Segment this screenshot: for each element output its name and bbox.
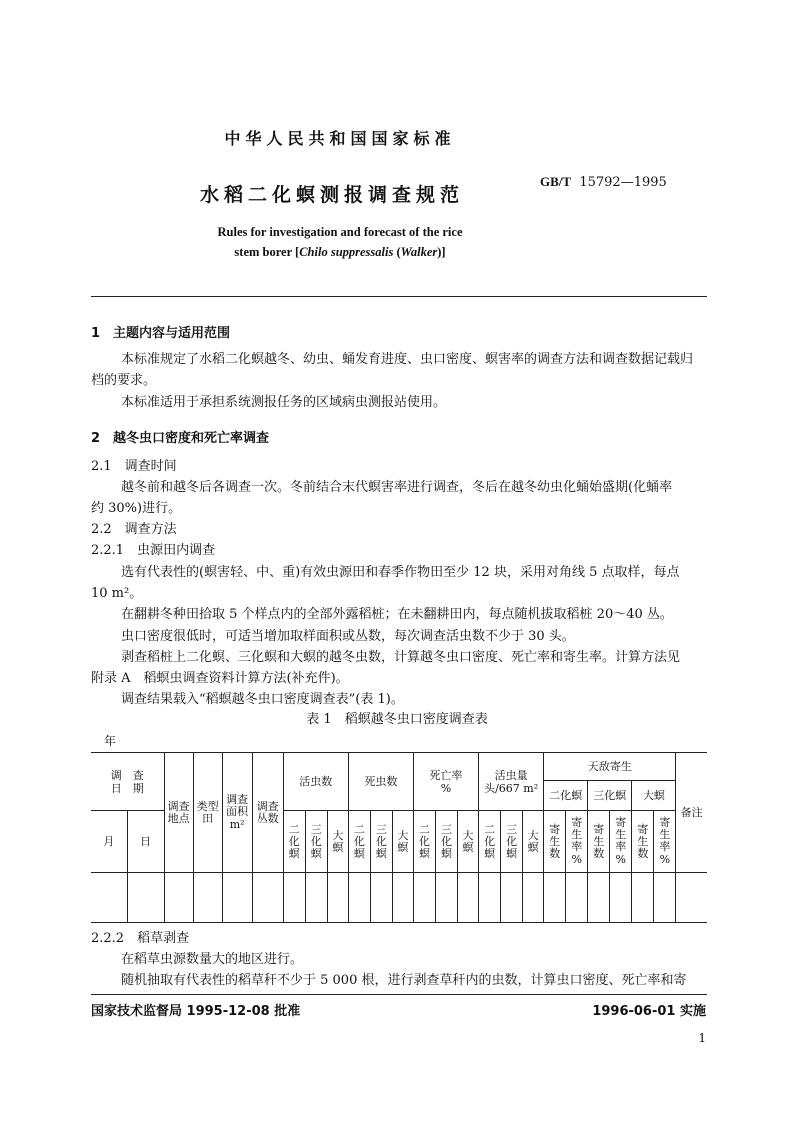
alive-er xyxy=(283,811,305,873)
table-caption: 表 1 稻螟越冬虫口密度调查表 xyxy=(306,712,488,727)
density-da xyxy=(523,811,544,873)
table-cell-empty xyxy=(566,873,588,923)
paragraph-line: 选有代表性的(螟害轻、中、重)有效虫源田和春季作物田至少 12 块，采用对角线 5 点取样，每点 xyxy=(121,565,680,580)
paragraph-line: 10 m²。 xyxy=(91,586,143,601)
mort-da xyxy=(458,811,479,873)
alive-san xyxy=(305,811,327,873)
table-cell-empty xyxy=(610,873,632,923)
table-cell-empty xyxy=(305,873,327,923)
header-clumps xyxy=(252,753,283,873)
parasit-count-da xyxy=(632,811,654,873)
header-clumps-text: 调查丛数 xyxy=(256,799,279,825)
header-natural-san: 三化螟 xyxy=(588,781,632,811)
national-standard-heading: 中华人民共和国国家标准 xyxy=(224,129,456,148)
density-san-text: 三化螟 xyxy=(506,822,518,860)
table-cell-empty xyxy=(348,873,370,923)
standard-number-value: 15792—1995 xyxy=(579,175,667,190)
table-cell-empty xyxy=(283,873,305,923)
mort-san xyxy=(435,811,457,873)
table-cell-empty xyxy=(413,873,435,923)
header-month: 月 xyxy=(91,811,127,873)
header-date xyxy=(91,753,164,811)
parasit-count-text: 寄生数 xyxy=(593,822,605,860)
title-en-part: stem borer [ xyxy=(234,245,300,259)
header-mortality xyxy=(413,753,478,811)
title-en-italic: Chilo suppressalis xyxy=(299,245,394,259)
title-en-part: )] xyxy=(437,245,446,259)
title-en-italic: Walker xyxy=(400,245,438,259)
document-title-cn: 水稻二化螟测报调查规范 xyxy=(200,184,465,206)
density-san xyxy=(501,811,523,873)
header-day: 日 xyxy=(127,811,164,873)
table-cell-empty xyxy=(435,873,457,923)
parasit-count-san xyxy=(588,811,610,873)
paragraph-line: 剥查稻桩上二化螟、三化螟和大螟的越冬虫数，计算越冬虫口密度、死亡率和寄生率。计算方法见 xyxy=(121,650,681,665)
mort-da-text: 大螟 xyxy=(462,828,474,854)
section-1-title: 1 主题内容与适用范围 xyxy=(91,326,231,341)
document-title-en-line1: Rules for investigation and forecast of the rice xyxy=(217,225,463,239)
paragraph-line: 本标准适用于承担系统测报任务的区域病虫测报站使用。 xyxy=(121,395,447,410)
header-date-line2: 日 期 xyxy=(110,781,144,795)
header-area xyxy=(222,753,252,873)
dead-da xyxy=(392,811,413,873)
section-2-title: 2 越冬虫口密度和死亡率调查 xyxy=(91,431,270,446)
paragraph-line: 虫口密度很低时，可适当增加取样面积或丛数，每次调查活虫数不少于 30 头。 xyxy=(121,629,575,644)
table-cell-empty xyxy=(193,873,222,923)
table-cell-empty xyxy=(164,873,193,923)
table-cell-empty xyxy=(127,873,164,923)
header-density-unit: 头/667 m² xyxy=(484,781,539,795)
parasit-count-er xyxy=(544,811,566,873)
parasit-rate-unit: % xyxy=(571,853,582,866)
paragraph-line: 越冬前和越冬后各调查一次。冬前结合末代螟害率进行调查，冬后在越冬幼虫化蛹始盛期(化蛹率 xyxy=(121,480,673,495)
header-natural-enemy: 天敌寄生 xyxy=(544,753,676,781)
table-cell-empty xyxy=(654,873,676,923)
section-2-2-2-title: 2.2.2 稻草剥查 xyxy=(91,931,190,946)
section-2-1-title: 2.1 调查时间 xyxy=(91,459,177,474)
density-da-text: 大螟 xyxy=(527,828,539,854)
table-cell-empty xyxy=(676,873,707,923)
dead-san xyxy=(370,811,392,873)
header-area-text: 调查面积 xyxy=(226,793,249,818)
dead-er xyxy=(348,811,370,873)
implementation-date: 1996-06-01 实施 xyxy=(592,1004,706,1019)
table-cell-empty xyxy=(252,873,283,923)
paragraph-line: 附录 A 稻螟虫调查资料计算方法(补充件)。 xyxy=(91,671,349,686)
parasit-rate-da xyxy=(654,811,676,873)
table-cell-empty xyxy=(544,873,566,923)
table-cell-empty xyxy=(91,873,127,923)
title-en-part: ( xyxy=(393,245,401,259)
standard-number xyxy=(540,174,667,190)
header-site-text: 调查地点 xyxy=(167,799,190,825)
dead-er-text: 二化螟 xyxy=(353,822,365,860)
page-number: 1 xyxy=(698,1031,706,1045)
density-er-text: 二化螟 xyxy=(484,822,496,860)
header-mortality-text: 死亡率 xyxy=(429,768,463,782)
dead-da-text: 大螟 xyxy=(397,828,409,854)
footer-rule xyxy=(91,994,707,995)
table-cell-empty xyxy=(501,873,523,923)
parasit-rate-unit: % xyxy=(615,853,626,866)
table-cell-empty xyxy=(632,873,654,923)
table-cell-empty xyxy=(523,873,544,923)
alive-er-text: 二化螟 xyxy=(288,822,300,860)
header-natural-da: 大螟 xyxy=(632,781,676,811)
header-date-line1: 调 查 xyxy=(110,768,144,782)
alive-san-text: 三化螟 xyxy=(310,822,322,860)
parasit-rate-text: 寄生率 xyxy=(659,816,671,853)
header-remark: 备注 xyxy=(676,753,707,873)
table-cell-empty xyxy=(222,873,252,923)
density-er xyxy=(479,811,501,873)
header-natural-er: 二化螟 xyxy=(544,781,588,811)
header-site xyxy=(164,753,193,873)
parasit-rate-text: 寄生率 xyxy=(615,816,627,853)
parasit-count-text: 寄生数 xyxy=(549,822,561,860)
parasit-count-text: 寄生数 xyxy=(637,822,649,860)
approval-line: 国家技术监督局 1995-12-08 批准 xyxy=(91,1004,301,1019)
paragraph-line: 本标准规定了水稻二化螟越冬、幼虫、蛹发育进度、虫口密度、螟害率的调查方法和调查数据记载归 xyxy=(121,352,694,367)
parasit-rate-unit: % xyxy=(659,853,671,866)
header-dead: 死虫数 xyxy=(348,753,413,811)
header-alive: 活虫数 xyxy=(283,753,348,811)
table-cell-empty xyxy=(392,873,413,923)
paragraph-line: 随机抽取有代表性的稻草秆不少于 5 000 根，进行剥查草秆内的虫数，计算虫口密度、死亡率和寄 xyxy=(121,973,687,988)
table-year-label: 年 xyxy=(104,734,117,748)
table-cell-empty xyxy=(370,873,392,923)
paragraph-line: 约 30%)进行。 xyxy=(91,501,182,516)
overwintering-density-table xyxy=(91,752,707,923)
header-density-text: 活虫量 xyxy=(494,768,528,782)
alive-da xyxy=(327,811,348,873)
table-cell-empty xyxy=(588,873,610,923)
dead-san-text: 三化螟 xyxy=(375,822,387,860)
table-cell-empty xyxy=(479,873,501,923)
document-title-en-line2 xyxy=(0,245,680,260)
header-mortality-unit: % xyxy=(440,781,452,795)
paragraph-line: 档的要求。 xyxy=(91,373,157,388)
header-rule xyxy=(91,296,707,297)
standard-code: GB/T xyxy=(540,174,572,189)
header-area-unit: m² xyxy=(229,818,245,831)
mort-san-text: 三化螟 xyxy=(441,822,452,860)
header-type-text: 类型田 xyxy=(196,799,219,825)
alive-da-text: 大螟 xyxy=(332,828,344,854)
mort-er-text: 二化螟 xyxy=(418,822,430,860)
table-cell-empty xyxy=(458,873,479,923)
parasit-rate-san xyxy=(610,811,632,873)
paragraph-line: 调查结果载入“稻螟越冬虫口密度调查表”(表 1)。 xyxy=(121,692,404,707)
paragraph-line: 在翻耕冬种田拾取 5 个样点内的全部外露稻桩；在未翻耕田内，每点随机拔取稻桩 20～40 丛。 xyxy=(121,607,673,622)
table-cell-empty xyxy=(327,873,348,923)
parasit-rate-er xyxy=(566,811,588,873)
parasit-rate-text: 寄生率 xyxy=(571,816,583,853)
header-density xyxy=(479,753,544,811)
header-type xyxy=(193,753,222,873)
paragraph-line: 在稻草虫源数量大的地区进行。 xyxy=(121,952,304,967)
mort-er xyxy=(413,811,435,873)
section-2-2-title: 2.2 调查方法 xyxy=(91,522,177,537)
section-2-2-1-title: 2.2.1 虫源田内调查 xyxy=(91,543,216,558)
